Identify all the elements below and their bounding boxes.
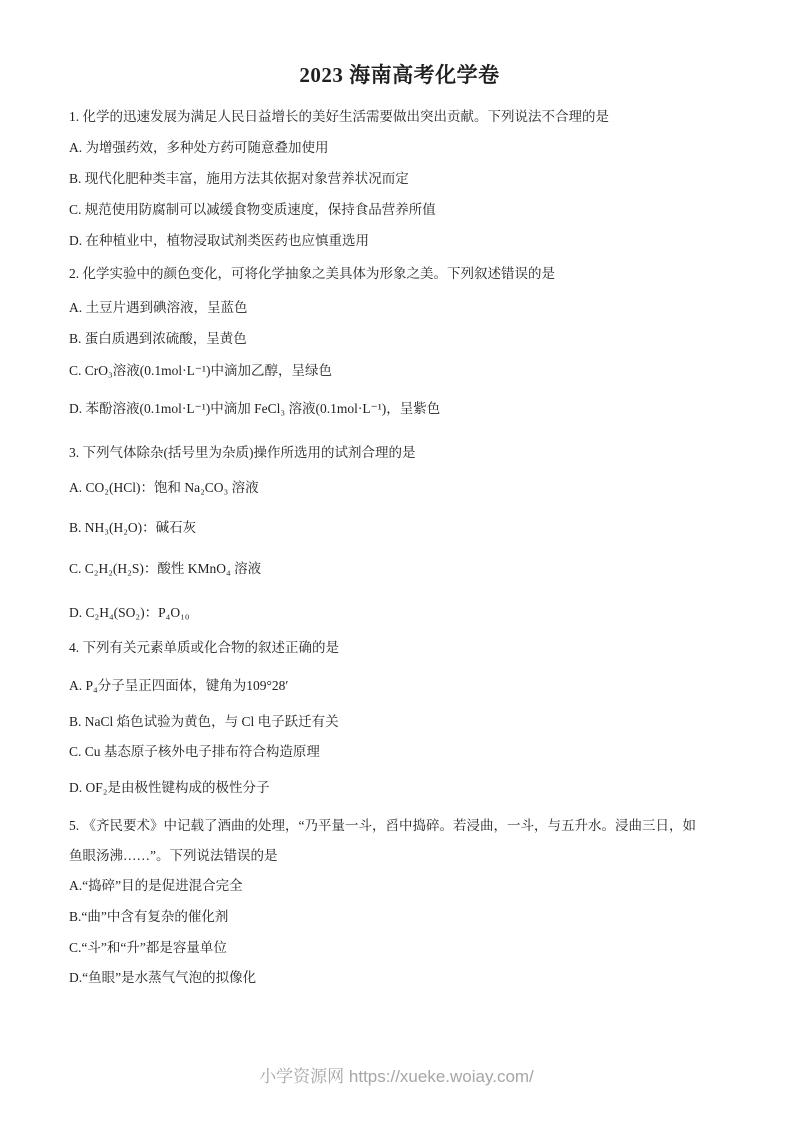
- question-3: [69, 438, 730, 628]
- question-1-stem-line-1: 1. 化学的迅速发展为满足人民日益增长的美好生活需要做出突出贡献。下列说法不合理的是: [69, 109, 609, 124]
- question-3-option-C: C. C₂H₂(H₂S)：酸性 KMnO₄ 溶液: [69, 561, 262, 576]
- question-2-option-A: A. 土豆片遇到碘溶液，呈蓝色: [69, 300, 248, 315]
- question-1: [69, 102, 730, 256]
- question-4-option-C: C. Cu 基态原子核外电子排布符合构造原理: [69, 744, 320, 759]
- question-5: [69, 811, 730, 993]
- question-5-option-D: D.“鱼眼”是水蒸气气泡的拟像化: [69, 970, 257, 985]
- question-2-option-D: D. 苯酚溶液(0.1mol·L⁻¹)中滴加 FeCl₃ 溶液(0.1mol·L⁻¹)，呈紫色: [69, 401, 441, 416]
- question-2: [69, 259, 730, 424]
- question-2-stem-line-1: 2. 化学实验中的颜色变化，可将化学抽象之美具体为形象之美。下列叙述错误的是: [69, 266, 555, 281]
- question-5-option-C: C.“斗”和“升”都是容量单位: [69, 940, 227, 955]
- question-5-stem-line-2: 鱼眼汤沸……”。下列说法错误的是: [69, 848, 278, 863]
- question-4-stem-line-1: 4. 下列有关元素单质或化合物的叙述正确的是: [69, 640, 339, 655]
- question-3-option-B: B. NH₃(H₂O)：碱石灰: [69, 520, 197, 535]
- question-1-option-A: A. 为增强药效，多种处方药可随意叠加使用: [69, 140, 329, 155]
- questions: [69, 102, 730, 993]
- page-footer-watermark: 小学资源网 https://xueke.woiay.com/: [259, 1067, 534, 1086]
- question-3-option-A: A. CO₂(HCl)：饱和 Na₂CO₃ 溶液: [69, 480, 259, 495]
- question-5-stem-line-1: 5. 《齐民要术》中记载了酒曲的处理，“乃平量一斗，舀中捣碎。若浸曲，一斗，与五升水。浸曲三日，如: [69, 818, 696, 833]
- question-1-option-B: B. 现代化肥种类丰富，施用方法其依据对象营养状况而定: [69, 171, 409, 186]
- question-4: [69, 633, 730, 803]
- question-4-option-D: D. OF₂是由极性键构成的极性分子: [69, 780, 270, 795]
- question-4-option-A: A. P₄分子呈正四面体，键角为109°28′: [69, 678, 289, 693]
- question-3-option-D: D. C₂H₄(SO₂)：P₄O₁₀: [69, 605, 190, 620]
- exam-content: [69, 58, 730, 993]
- page-title: 2023 海南高考化学卷: [299, 63, 500, 87]
- question-5-option-B: B.“曲”中含有复杂的催化剂: [69, 909, 229, 924]
- question-1-option-C: C. 规范使用防腐制可以减缓食物变质速度，保持食品营养所值: [69, 202, 436, 217]
- question-3-stem-line-1: 3. 下列气体除杂(括号里为杂质)操作所选用的试剂合理的是: [69, 445, 416, 460]
- question-2-option-B: B. 蛋白质遇到浓硫酸，呈黄色: [69, 331, 247, 346]
- question-2-option-C: C. CrO₃溶液(0.1mol·L⁻¹)中滴加乙醇，呈绿色: [69, 363, 332, 378]
- question-1-option-D: D. 在种植业中，植物浸取试剂类医药也应慎重选用: [69, 233, 369, 248]
- question-5-option-A: A.“捣碎”目的是促进混合完全: [69, 878, 243, 893]
- question-4-option-B: B. NaCl 焰色试验为黄色，与 Cl 电子跃迁有关: [69, 714, 339, 729]
